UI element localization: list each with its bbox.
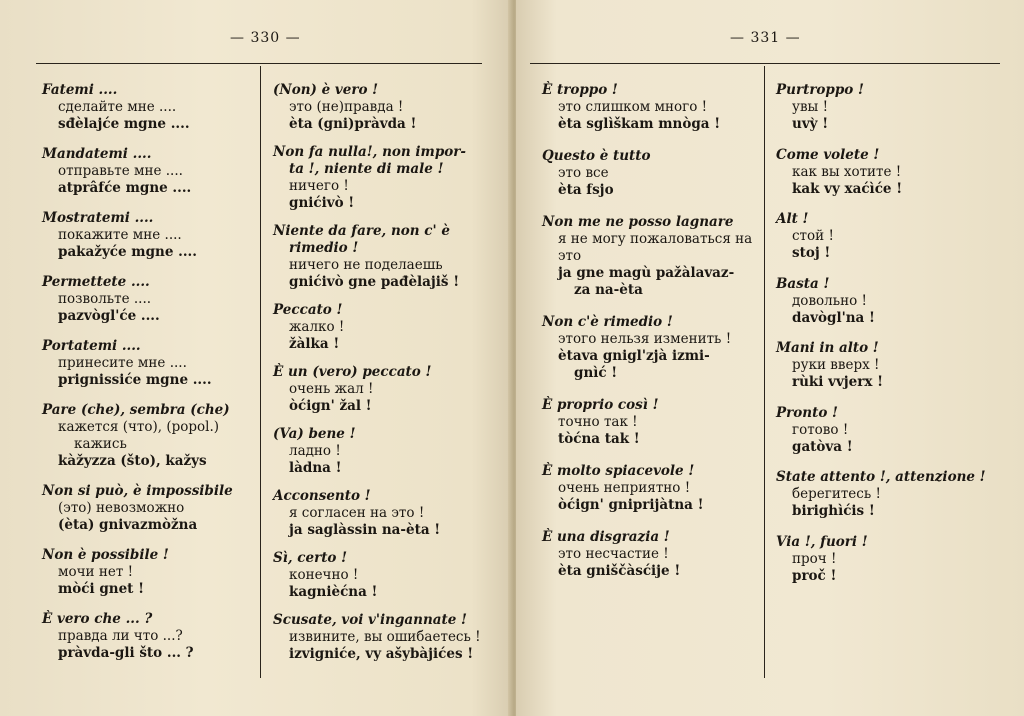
- phrase-entry: [42, 338, 256, 389]
- russian-translation: извините, вы ошибаетесь !: [289, 629, 481, 645]
- russian-translation: правда ли что ...?: [58, 628, 183, 644]
- italian-phrase: Niente da fare, non c' è: [273, 223, 450, 239]
- phrase-entry: [542, 397, 760, 448]
- italian-phrase: Mandatemi ....: [42, 146, 152, 162]
- russian-translation: берегитесь !: [792, 486, 881, 502]
- transliteration: davògl'na !: [792, 309, 875, 326]
- italian-phrase: Portatemi ....: [42, 338, 141, 354]
- russian-translation: позвольте ....: [58, 291, 152, 307]
- transliteration: ja saglàssin na-èta !: [289, 522, 441, 538]
- transliteration: ètava gnigl'zjà izmi-: [558, 348, 710, 364]
- header-rule-right: [530, 63, 1000, 64]
- phrase-entry: [776, 469, 986, 520]
- russian-translation: мочи нет !: [58, 564, 134, 580]
- transliteration: kagnièćna !: [289, 584, 378, 600]
- phrase-entry: [776, 147, 986, 198]
- phrase-entry: [42, 547, 256, 598]
- russian-translation: это слишком много !: [558, 99, 708, 115]
- transliteration: birighìćis !: [792, 503, 875, 519]
- italian-phrase: Mostratemi ....: [42, 210, 154, 226]
- phrase-entry: [776, 405, 986, 456]
- russian-translation: принесите мне ....: [58, 355, 187, 371]
- russian-translation: отправьте мне ....: [58, 163, 183, 179]
- transliteration: gnićivò !: [289, 195, 355, 211]
- italian-phrase: È molto spiacevole !: [542, 463, 695, 479]
- russian-translation: кажись: [74, 436, 127, 452]
- transliteration: gnìć !: [574, 365, 618, 381]
- russian-translation: этого нельзя изменить !: [558, 331, 732, 347]
- phrase-entry: [42, 611, 256, 662]
- phrase-entry: [273, 302, 489, 353]
- transliteration: za na-èta: [574, 282, 643, 298]
- transliteration: pakažyće mgne ....: [58, 244, 197, 260]
- phrase-entry: [542, 314, 760, 382]
- italian-phrase: È vero che ... ?: [42, 611, 153, 627]
- transliteration: làdna !: [289, 460, 342, 476]
- phrase-entry: [273, 612, 489, 663]
- transliteration: stoj !: [792, 245, 831, 261]
- transliteration: èta gniščàsćije !: [558, 563, 681, 579]
- italian-phrase: Questo è tutto: [542, 148, 651, 164]
- phrase-entry: [42, 82, 256, 133]
- italian-phrase: (Va) bene !: [273, 426, 356, 442]
- phrase-entry: [273, 426, 489, 477]
- phrase-entry: [42, 274, 256, 325]
- russian-translation: ладно !: [289, 443, 341, 459]
- phrase-entry: [42, 402, 256, 470]
- italian-phrase: Non si può, è impossibile: [42, 483, 233, 499]
- russian-translation: жалко !: [289, 319, 345, 335]
- left-page-column-2: [273, 82, 489, 663]
- italian-phrase: È un (vero) peccato !: [273, 364, 432, 380]
- page-number-right: — 331 —: [730, 30, 801, 46]
- russian-translation: руки вверх !: [792, 357, 880, 373]
- russian-translation: я не могу пожаловаться на: [558, 231, 753, 247]
- phrase-entry: [776, 534, 986, 585]
- phrase-entry: [542, 463, 760, 514]
- header-rule-left: [36, 63, 482, 64]
- russian-translation: я согласен на это !: [289, 505, 425, 521]
- italian-phrase: Purtroppo !: [776, 82, 864, 98]
- phrase-entry: [42, 210, 256, 261]
- transliteration: (èta) gnivazmòžna: [58, 517, 198, 533]
- italian-phrase: Pare (che), sembra (che): [42, 402, 230, 418]
- russian-translation: ничего !: [289, 178, 349, 194]
- phrase-entry: [273, 550, 489, 601]
- transliteration: sđèlajće mgne ....: [58, 116, 190, 132]
- russian-translation: кажется (что), (popol.): [58, 419, 220, 435]
- right-page-column-1: [542, 82, 760, 580]
- phrase-entry: [776, 276, 986, 327]
- column-divider-right: [764, 66, 765, 678]
- transliteration: tòćna tak !: [558, 431, 640, 447]
- transliteration: uvỳ !: [792, 116, 829, 132]
- italian-phrase-continuation: ta !, niente di male !: [289, 161, 444, 177]
- transliteration: prignissiće mgne ....: [58, 372, 212, 388]
- phrase-entry: [776, 211, 986, 262]
- phrase-entry: [273, 488, 489, 539]
- italian-phrase: Basta !: [776, 275, 830, 292]
- transliteration: gnićivò gne pađèlajiš !: [289, 274, 460, 290]
- transliteration: òćign' žal !: [289, 398, 372, 414]
- italian-phrase: Peccato !: [273, 302, 343, 318]
- italian-phrase: Alt !: [776, 211, 809, 227]
- transliteration: mòći gnet !: [58, 581, 145, 597]
- transliteration: kàžyzza (što), kažys: [58, 453, 207, 469]
- italian-phrase: State attento !, attenzione !: [776, 469, 986, 485]
- phrase-entry: [542, 82, 760, 133]
- russian-translation: ничего не поделаешь: [289, 257, 443, 273]
- transliteration: ja gne magù pažàlavaz-: [558, 265, 735, 281]
- phrase-entry: [273, 364, 489, 415]
- russian-translation: довольно !: [792, 292, 867, 309]
- italian-phrase: Mani in alto !: [776, 340, 879, 356]
- transliteration: èta fsjo: [558, 182, 614, 198]
- russian-translation: покажите мне ....: [58, 227, 182, 243]
- transliteration: èta (gni)pràvda !: [289, 116, 417, 132]
- italian-phrase-continuation: rimedio !: [289, 240, 359, 256]
- phrase-entry: [273, 144, 489, 212]
- russian-translation: очень неприятно !: [558, 480, 691, 496]
- russian-translation: это несчастие !: [558, 546, 669, 562]
- italian-phrase: Scusate, voi v'ingannate !: [273, 612, 467, 628]
- russian-translation: точно так !: [558, 414, 638, 430]
- italian-phrase: Fatemi ....: [42, 82, 118, 98]
- russian-translation: это все: [558, 165, 609, 181]
- italian-phrase: Permettete ....: [42, 274, 150, 290]
- phrase-entry: [776, 82, 986, 133]
- russian-translation: это (не)правда !: [289, 99, 404, 115]
- left-page-column-1: [42, 82, 256, 662]
- italian-phrase: Sì, certo !: [273, 550, 348, 566]
- phrase-entry: [42, 483, 256, 534]
- phrase-entry: [273, 223, 489, 291]
- russian-translation: очень жал !: [289, 381, 374, 397]
- phrase-entry: [542, 529, 760, 580]
- transliteration: proč !: [792, 567, 837, 584]
- transliteration: èta sglìškam mnòga !: [558, 116, 721, 132]
- page-number-left: — 330 —: [230, 30, 301, 46]
- russian-translation: конечно !: [289, 567, 359, 583]
- phrase-entry: [776, 340, 986, 391]
- italian-phrase: È troppo !: [542, 82, 618, 98]
- phrase-entry: [42, 146, 256, 197]
- right-page: [516, 0, 1024, 716]
- italian-phrase: Non c'è rimedio !: [542, 314, 673, 330]
- russian-translation: это: [558, 248, 582, 264]
- phrase-entry: [542, 214, 760, 299]
- italian-phrase: È proprio così !: [542, 397, 659, 413]
- italian-phrase: Come volete !: [776, 146, 880, 163]
- phrase-entry: [273, 82, 489, 133]
- italian-phrase: (Non) è vero !: [273, 82, 379, 98]
- russian-translation: готово !: [792, 421, 849, 438]
- column-divider-left: [260, 66, 261, 678]
- transliteration: gatòva !: [792, 438, 853, 455]
- transliteration: pràvda-gli što ... ?: [58, 645, 194, 661]
- russian-translation: проч !: [792, 550, 837, 567]
- italian-phrase: Via !, fuori !: [776, 533, 868, 550]
- transliteration: žàlka !: [289, 336, 340, 352]
- right-page-column-2: [776, 82, 986, 585]
- phrase-entry: [542, 148, 760, 199]
- italian-phrase: Non me ne posso lagnare: [542, 214, 734, 230]
- russian-translation: стой !: [792, 228, 834, 244]
- russian-translation: сделайте мне ....: [58, 99, 177, 115]
- transliteration: kak vy xaćìće !: [792, 180, 903, 197]
- transliteration: pazvògl'će ....: [58, 308, 160, 324]
- transliteration: atprâfće mgne ....: [58, 180, 192, 196]
- russian-translation: как вы хотите !: [792, 163, 902, 180]
- italian-phrase: Non fa nulla!, non impor-: [273, 144, 466, 160]
- italian-phrase: Pronto !: [776, 404, 838, 421]
- transliteration: òćign' gniprijàtna !: [558, 497, 704, 513]
- italian-phrase: È una disgrazia !: [542, 529, 670, 545]
- transliteration: rùki vvjerx !: [792, 374, 884, 390]
- italian-phrase: Non è possibile !: [42, 547, 169, 563]
- transliteration: izvigniće, vy ašybàjićes !: [289, 646, 474, 662]
- russian-translation: увы !: [792, 99, 829, 115]
- italian-phrase: Acconsento !: [273, 488, 371, 504]
- russian-translation: (это) невозможно: [58, 500, 185, 516]
